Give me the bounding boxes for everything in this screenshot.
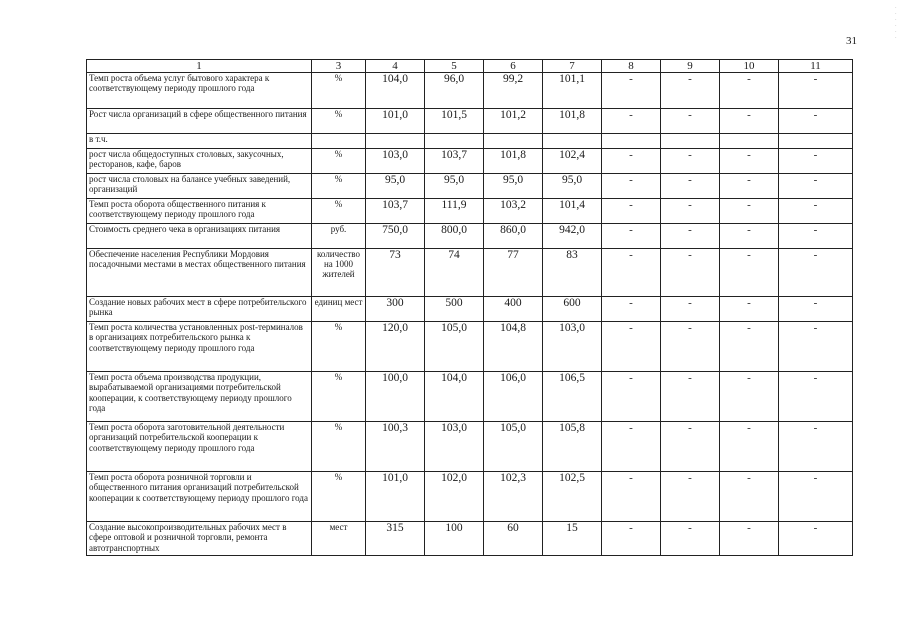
table-row	[87, 322, 853, 372]
row-value-col-8: -	[602, 322, 661, 372]
page-number: 31	[846, 35, 857, 47]
row-value-col-11: -	[779, 224, 853, 249]
row-value-col-5: 800,0	[425, 224, 484, 249]
row-indicator-name: Создание новых рабочих мест в сфере потребительского рынка	[87, 297, 312, 322]
row-value-col-6: 60	[484, 522, 543, 556]
row-value-col-7: 600	[543, 297, 602, 322]
row-value-col-5: 96,0	[425, 73, 484, 109]
row-unit: единиц мест	[312, 297, 366, 322]
row-indicator-name: Создание высокопроизводительных рабочих мест в сфере оптовой и розничной торговли, ремонта автотранспортных	[87, 522, 312, 556]
row-value-col-11: -	[779, 149, 853, 174]
row-value-col-6: 105,0	[484, 422, 543, 472]
row-value-col-6: 101,8	[484, 149, 543, 174]
row-value-col-8	[602, 134, 661, 149]
row-value-col-11: -	[779, 199, 853, 224]
row-value-col-6: 99,2	[484, 73, 543, 109]
row-value-col-4: 315	[366, 522, 425, 556]
row-value-col-11: -	[779, 249, 853, 297]
row-value-col-8: -	[602, 422, 661, 472]
row-value-col-5: 101,5	[425, 109, 484, 134]
row-value-col-10: -	[720, 522, 779, 556]
row-value-col-5: 103,7	[425, 149, 484, 174]
row-value-col-5	[425, 134, 484, 149]
row-indicator-name: Темп роста объема производства продукции, вырабатываемой организациями потребительской кооперации, к соответствующему периоду прошлого года	[87, 372, 312, 422]
row-indicator-name: Темп роста объема услуг бытового характера к соответствующему периоду прошлого года	[87, 73, 312, 109]
row-value-col-7: 101,4	[543, 199, 602, 224]
row-value-col-9: -	[661, 297, 720, 322]
row-value-col-10: -	[720, 372, 779, 422]
row-value-col-6: 104,8	[484, 322, 543, 372]
row-indicator-name: Темп роста оборота розничной торговли и общественного питания организаций потребительской кооперации к соответствующему периоду прошлого года	[87, 472, 312, 522]
row-value-col-4	[366, 134, 425, 149]
table-row	[87, 249, 853, 297]
row-unit: %	[312, 73, 366, 109]
row-value-col-9	[661, 134, 720, 149]
row-unit: %	[312, 372, 366, 422]
row-indicator-name: Темп роста оборота заготовительной деятельности организаций потребительской кооперации к соответствующему периоду прошлого года	[87, 422, 312, 472]
row-value-col-9: -	[661, 73, 720, 109]
row-value-col-6: 95,0	[484, 174, 543, 199]
row-value-col-11: -	[779, 174, 853, 199]
row-value-col-10: -	[720, 422, 779, 472]
table-row	[87, 472, 853, 522]
table-row	[87, 199, 853, 224]
table-body	[87, 73, 853, 556]
table-row	[87, 109, 853, 134]
column-header-5: 5	[425, 60, 484, 73]
row-value-col-4: 120,0	[366, 322, 425, 372]
row-unit: количество на 1000 жителей	[312, 249, 366, 297]
row-value-col-7: 101,8	[543, 109, 602, 134]
row-value-col-11: -	[779, 422, 853, 472]
row-unit: %	[312, 199, 366, 224]
row-indicator-name: Стоимость среднего чека в организациях питания	[87, 224, 312, 249]
row-value-col-9: -	[661, 249, 720, 297]
row-value-col-5: 104,0	[425, 372, 484, 422]
row-value-col-4: 100,3	[366, 422, 425, 472]
row-value-col-7: 105,8	[543, 422, 602, 472]
row-value-col-4: 300	[366, 297, 425, 322]
row-value-col-9: -	[661, 472, 720, 522]
table-row	[87, 422, 853, 472]
row-unit: %	[312, 472, 366, 522]
row-value-col-6: 77	[484, 249, 543, 297]
row-value-col-10: -	[720, 224, 779, 249]
row-value-col-5: 500	[425, 297, 484, 322]
row-value-col-8: -	[602, 149, 661, 174]
row-indicator-name: Обеспечение населения Республики Мордовия посадочными местами в местах общественного питания	[87, 249, 312, 297]
row-value-col-7: 83	[543, 249, 602, 297]
row-value-col-10: -	[720, 149, 779, 174]
column-header-3: 3	[312, 60, 366, 73]
column-header-4: 4	[366, 60, 425, 73]
row-value-col-8: -	[602, 224, 661, 249]
column-header-9: 9	[661, 60, 720, 73]
row-value-col-5: 105,0	[425, 322, 484, 372]
row-unit: %	[312, 422, 366, 472]
row-value-col-8: -	[602, 297, 661, 322]
row-value-col-6: 106,0	[484, 372, 543, 422]
row-value-col-4: 104,0	[366, 73, 425, 109]
header-row	[87, 60, 853, 73]
row-value-col-9: -	[661, 149, 720, 174]
row-value-col-11: -	[779, 372, 853, 422]
row-value-col-6	[484, 134, 543, 149]
row-value-col-9: -	[661, 224, 720, 249]
row-value-col-9: -	[661, 422, 720, 472]
row-unit: %	[312, 109, 366, 134]
column-header-7: 7	[543, 60, 602, 73]
row-value-col-10: -	[720, 472, 779, 522]
row-indicator-name: в т.ч.	[87, 134, 312, 149]
row-value-col-9: -	[661, 174, 720, 199]
row-value-col-5: 111,9	[425, 199, 484, 224]
row-value-col-11: -	[779, 297, 853, 322]
row-unit: %	[312, 174, 366, 199]
row-value-col-9: -	[661, 199, 720, 224]
row-value-col-10: -	[720, 297, 779, 322]
row-value-col-11: -	[779, 322, 853, 372]
row-value-col-9: -	[661, 522, 720, 556]
row-value-col-10: -	[720, 174, 779, 199]
row-value-col-7: 942,0	[543, 224, 602, 249]
row-unit: %	[312, 322, 366, 372]
column-header-8: 8	[602, 60, 661, 73]
row-value-col-11: -	[779, 73, 853, 109]
row-value-col-10	[720, 134, 779, 149]
row-value-col-5: 100	[425, 522, 484, 556]
column-header-11: 11	[779, 60, 853, 73]
row-value-col-4: 73	[366, 249, 425, 297]
row-value-col-4: 750,0	[366, 224, 425, 249]
row-indicator-name: Рост числа организаций в сфере общественного питания	[87, 109, 312, 134]
row-value-col-11	[779, 134, 853, 149]
row-value-col-10: -	[720, 199, 779, 224]
row-value-col-7: 15	[543, 522, 602, 556]
row-value-col-7: 102,4	[543, 149, 602, 174]
row-value-col-5: 102,0	[425, 472, 484, 522]
table-row	[87, 224, 853, 249]
row-unit: руб.	[312, 224, 366, 249]
row-value-col-4: 100,0	[366, 372, 425, 422]
row-value-col-4: 101,0	[366, 109, 425, 134]
row-value-col-8: -	[602, 522, 661, 556]
row-value-col-4: 95,0	[366, 174, 425, 199]
row-unit: %	[312, 149, 366, 174]
row-value-col-11: -	[779, 109, 853, 134]
row-value-col-8: -	[602, 199, 661, 224]
row-value-col-9: -	[661, 372, 720, 422]
row-value-col-7: 103,0	[543, 322, 602, 372]
table-row	[87, 297, 853, 322]
row-value-col-8: -	[602, 174, 661, 199]
row-indicator-name: рост числа общедоступных столовых, закусочных, ресторанов, кафе, баров	[87, 149, 312, 174]
row-value-col-7: 95,0	[543, 174, 602, 199]
row-value-col-4: 103,7	[366, 199, 425, 224]
row-indicator-name: Темп роста оборота общественного питания к соответствующему периоду прошлого года	[87, 199, 312, 224]
row-value-col-6: 102,3	[484, 472, 543, 522]
row-value-col-4: 103,0	[366, 149, 425, 174]
row-value-col-5: 74	[425, 249, 484, 297]
row-value-col-5: 103,0	[425, 422, 484, 472]
row-value-col-9: -	[661, 109, 720, 134]
row-value-col-11: -	[779, 472, 853, 522]
column-header-10: 10	[720, 60, 779, 73]
row-value-col-10: -	[720, 73, 779, 109]
row-value-col-6: 860,0	[484, 224, 543, 249]
row-value-col-6: 400	[484, 297, 543, 322]
table-row	[87, 134, 853, 149]
row-value-col-7	[543, 134, 602, 149]
row-value-col-10: -	[720, 249, 779, 297]
column-header-1: 1	[87, 60, 312, 73]
row-value-col-5: 95,0	[425, 174, 484, 199]
row-value-col-8: -	[602, 472, 661, 522]
table-row	[87, 372, 853, 422]
row-value-col-8: -	[602, 249, 661, 297]
row-unit: мест	[312, 522, 366, 556]
row-value-col-7: 102,5	[543, 472, 602, 522]
row-value-col-10: -	[720, 109, 779, 134]
row-value-col-11: -	[779, 522, 853, 556]
row-value-col-9: -	[661, 322, 720, 372]
data-table	[86, 59, 853, 556]
row-indicator-name: Темп роста количества установленных post-терминалов в организациях потребительского рынка к соответствующему периоду прошлого года	[87, 322, 312, 372]
row-value-col-4: 101,0	[366, 472, 425, 522]
table-row	[87, 149, 853, 174]
row-value-col-7: 106,5	[543, 372, 602, 422]
row-value-col-6: 103,2	[484, 199, 543, 224]
row-unit	[312, 134, 366, 149]
row-value-col-6: 101,2	[484, 109, 543, 134]
table-row	[87, 174, 853, 199]
row-value-col-8: -	[602, 372, 661, 422]
row-value-col-7: 101,1	[543, 73, 602, 109]
table-row	[87, 73, 853, 109]
table-row	[87, 522, 853, 556]
column-header-6: 6	[484, 60, 543, 73]
row-value-col-10: -	[720, 322, 779, 372]
margin-marks: · · · · · ·	[895, 6, 897, 41]
row-value-col-8: -	[602, 73, 661, 109]
row-indicator-name: рост числа столовых на балансе учебных заведений, организаций	[87, 174, 312, 199]
row-value-col-8: -	[602, 109, 661, 134]
